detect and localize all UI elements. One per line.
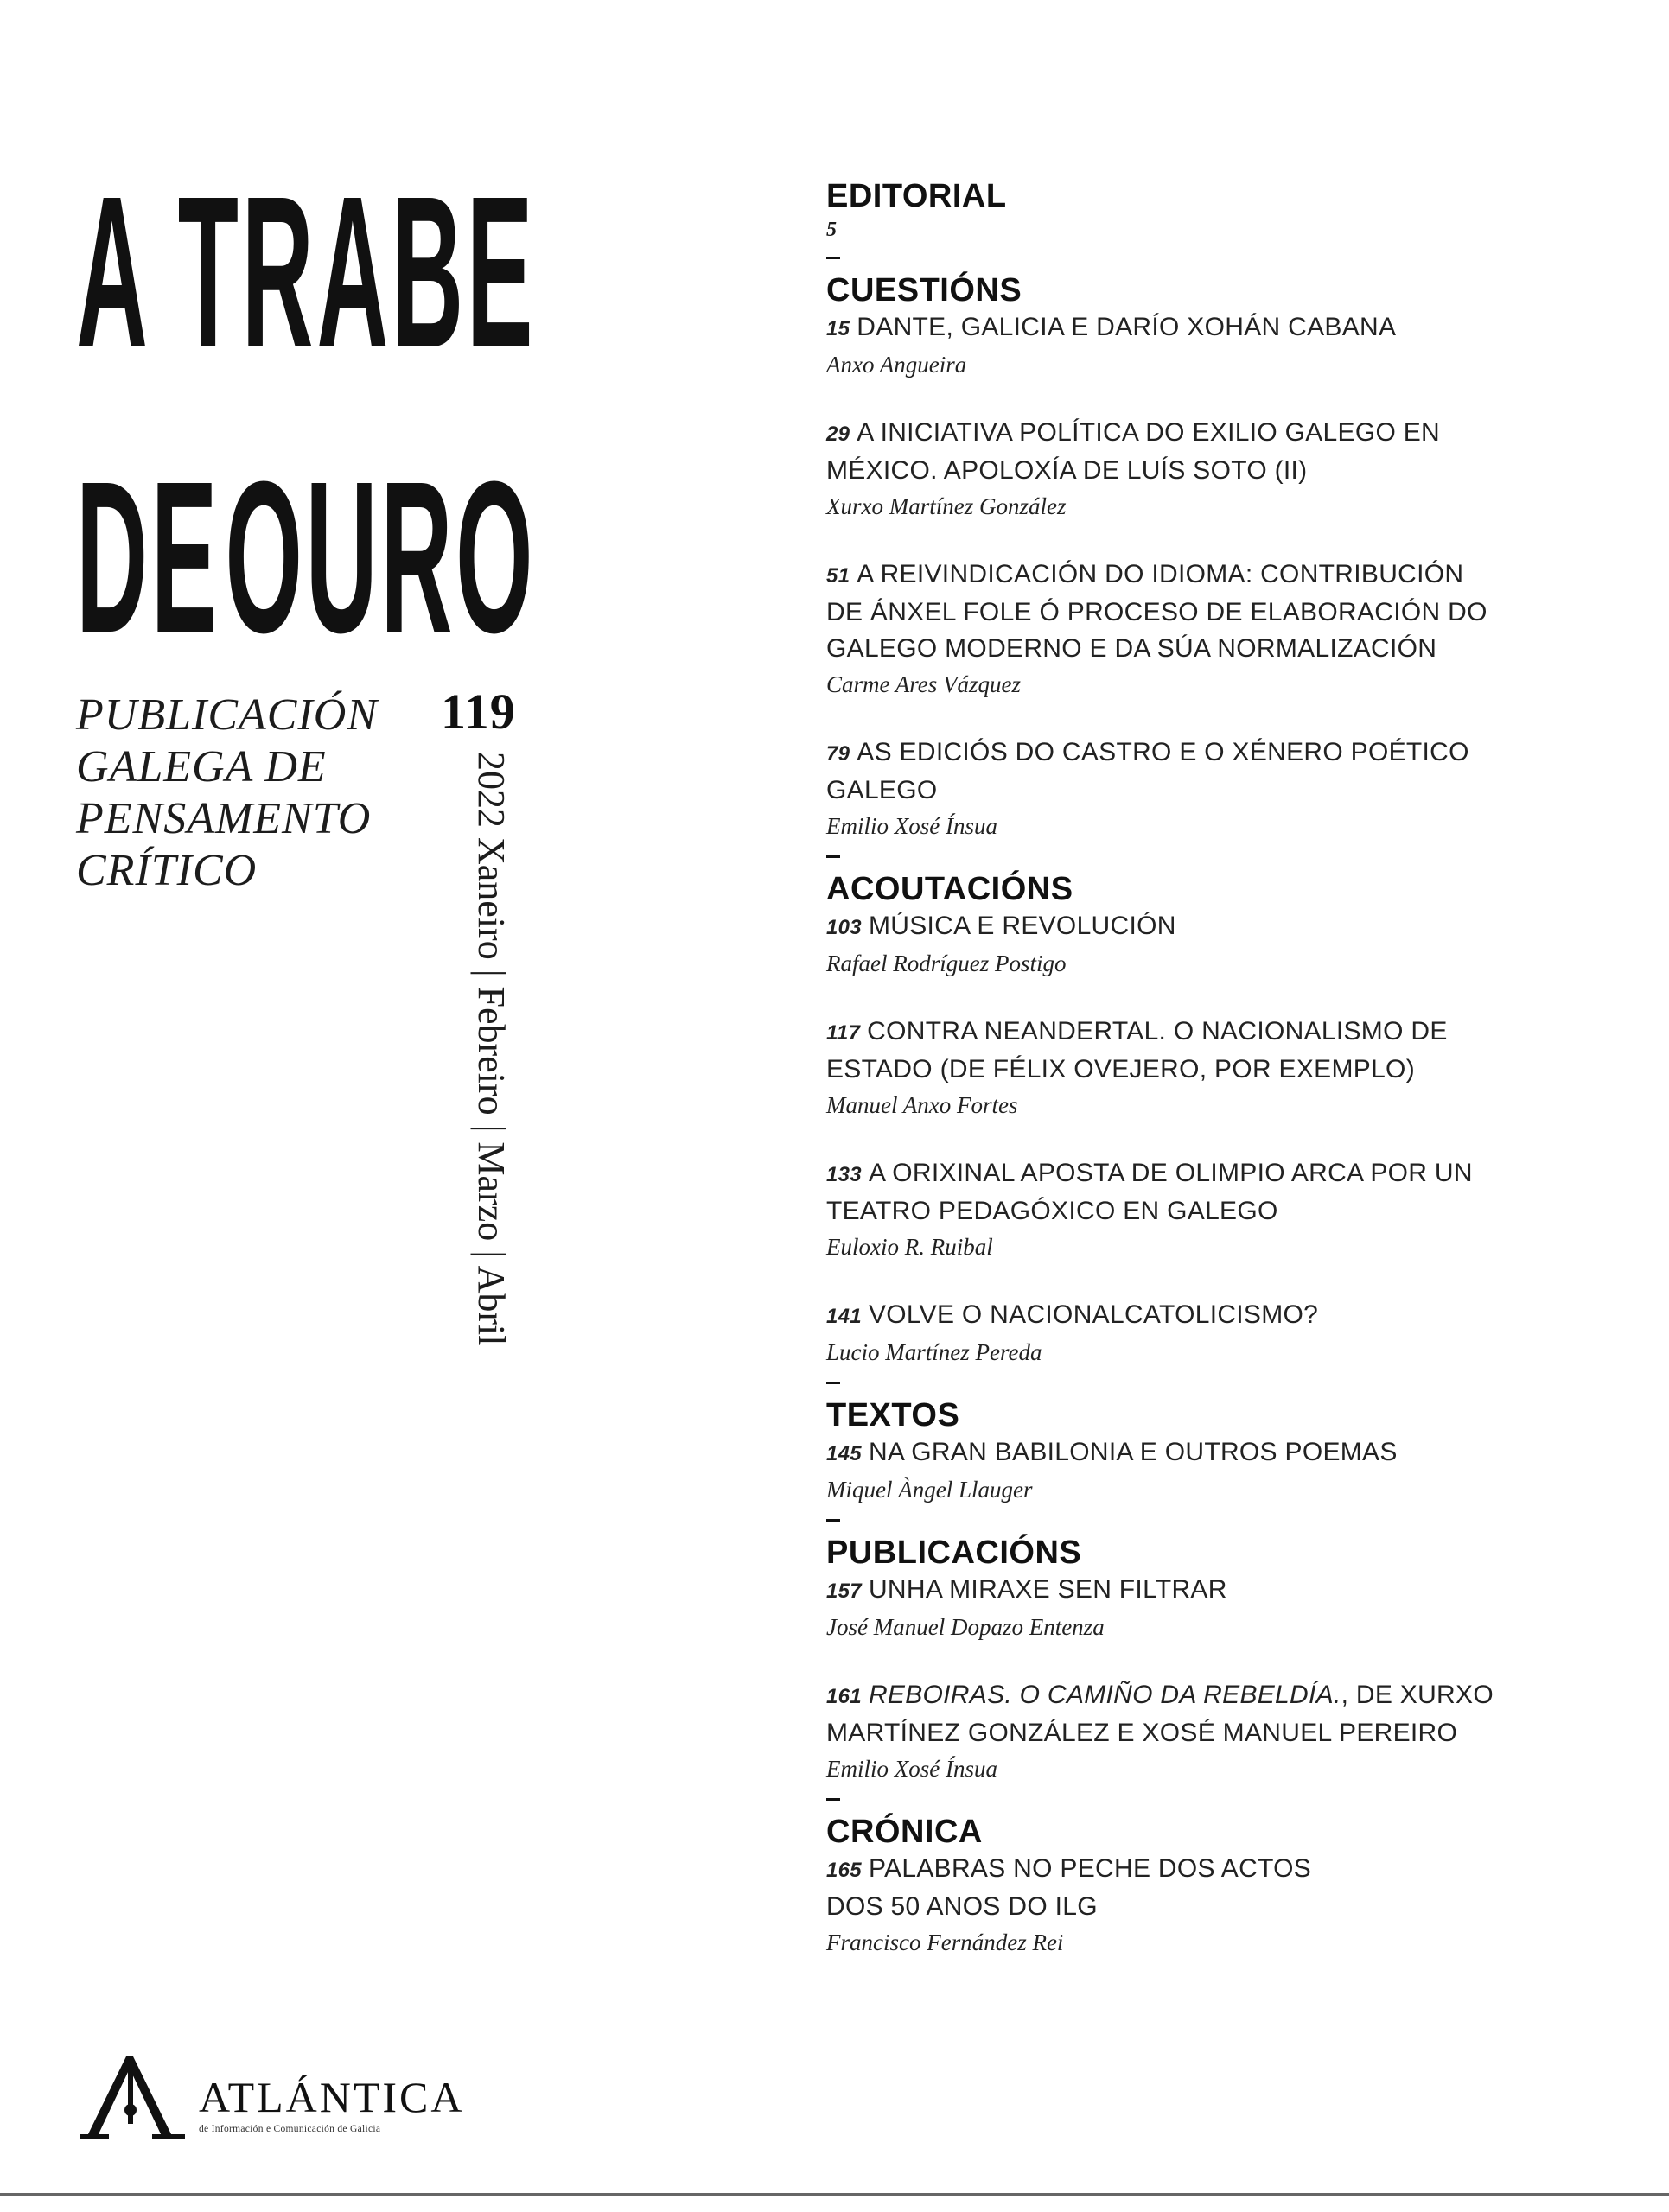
page-number: 51: [826, 564, 850, 588]
entry-title-text: , DE XURXO MARTÍNEZ GONZÁLEZ E XOSÉ MANUEL PEREIRO: [826, 1681, 1494, 1747]
toc-entry[interactable]: [826, 1677, 1604, 1786]
subtitle-line: PUBLICACIÓN: [76, 690, 378, 740]
issue-date: [467, 752, 515, 1345]
entry-title-text: VOLVE O NACIONALCATOLICISMO?: [868, 1300, 1319, 1329]
page-number: 5: [826, 219, 837, 241]
subtitle-line: CRÍTICO: [76, 846, 258, 895]
section-textos: [826, 1396, 1604, 1522]
page-number: 161: [826, 1685, 862, 1708]
entry-title-text: A REIVINDICACIÓN DO IDIOMA: CONTRIBUCIÓN DE ÁNXEL FOLE Ó PROCESO DE ELABORACIÓN DO GALEGO MODERNO E DA SÚA NORMALIZACIÓN: [826, 560, 1487, 663]
subtitle-line: GALEGA DE: [76, 742, 327, 791]
entry-author: Emilio Xosé Ínsua: [826, 1756, 997, 1782]
masthead-word: DE: [76, 436, 221, 677]
page-number: 145: [826, 1442, 862, 1465]
page-number: 141: [826, 1305, 862, 1328]
entry-title: [826, 1572, 1604, 1610]
toc-entry[interactable]: [826, 908, 1604, 981]
entry-author: Euloxio R. Ruibal: [826, 1234, 993, 1260]
section-divider: [826, 257, 840, 259]
toc-entry[interactable]: [826, 734, 1604, 843]
entry-title: [826, 734, 1604, 809]
section-heading: TEXTOS: [826, 1397, 960, 1433]
publisher-logo: [76, 2048, 465, 2143]
page-number: 79: [826, 742, 850, 766]
section-heading: EDITORIAL: [826, 178, 1007, 214]
entry-author: José Manuel Dopazo Entenza: [826, 1614, 1105, 1640]
section-divider: [826, 1382, 840, 1384]
toc-entry[interactable]: [826, 1297, 1604, 1370]
masthead-title: [76, 121, 537, 677]
entry-title: [826, 908, 1604, 946]
section-divider: [826, 1519, 840, 1522]
entry-title-text: NA GRAN BABILONIA E OUTROS POEMAS: [868, 1438, 1398, 1466]
masthead-line-2: [76, 406, 537, 677]
entry-title-text: A ORIXINAL APOSTA DE OLIMPIO ARCA POR UN TEATRO PEDAGÓXICO EN GALEGO: [826, 1159, 1473, 1225]
entry-title-text: PALABRAS NO PECHE DOS ACTOS DOS 50 ANOS DO ILG: [826, 1854, 1312, 1921]
page-number: 157: [826, 1580, 862, 1603]
entry-author: Rafael Rodríguez Postigo: [826, 950, 1067, 976]
section-heading: ACOUTACIÓNS: [826, 871, 1073, 907]
section-publicacions: [826, 1534, 1604, 1801]
entry-author: Emilio Xosé Ínsua: [826, 813, 997, 839]
entry-title: [826, 415, 1604, 489]
entry-title-text: CONTRA NEANDERTAL. O NACIONALISMO DE ESTADO (DE FÉLIX OVEJERO, POR EXEMPLO): [826, 1017, 1448, 1084]
toc-entry[interactable]: [826, 309, 1604, 382]
section-cuestions: [826, 271, 1604, 858]
masthead-word: A: [76, 151, 151, 392]
entry-title: [826, 1014, 1604, 1088]
page-number: 117: [826, 1021, 861, 1045]
entry-title-text: MÚSICA E REVOLUCIÓN: [868, 912, 1176, 940]
entry-title-text: A INICIATIVA POLÍTICA DO EXILIO GALEGO EN MÉXICO. APOLOXÍA DE LUÍS SOTO (II): [826, 418, 1441, 485]
issue-year: 2022: [470, 752, 513, 828]
page-number: 165: [826, 1859, 862, 1882]
section-cronica: [826, 1813, 1604, 1960]
entry-title-text: DANTE, GALICIA E DARÍO XOHÁN CABANA: [857, 313, 1397, 341]
entry-author: Francisco Fernández Rei: [826, 1929, 1064, 1955]
toc-entry[interactable]: [826, 1851, 1604, 1960]
entry-title: [826, 1297, 1604, 1335]
entry-title: [826, 1155, 1604, 1230]
toc-entry[interactable]: [826, 1434, 1604, 1507]
toc-entry[interactable]: [826, 556, 1604, 702]
toc-entry[interactable]: [826, 1572, 1604, 1644]
publisher-description: de Información e Comunicación de Galicia: [199, 2124, 381, 2134]
section-heading: PUBLICACIÓNS: [826, 1535, 1082, 1571]
entry-title: [826, 556, 1604, 667]
toc-entry[interactable]: [826, 1155, 1604, 1264]
entry-author: Anxo Angueira: [826, 352, 967, 378]
page-number: 15: [826, 317, 850, 340]
toc-entry[interactable]: [826, 415, 1604, 524]
masthead-word: TRABE: [177, 151, 537, 392]
entry-author: Manuel Anxo Fortes: [826, 1092, 1018, 1118]
entry-title-text: AS EDICIÓS DO CASTRO E O XÉNERO POÉTICO GALEGO: [826, 738, 1469, 804]
subtitle-line: PENSAMENTO: [76, 794, 372, 843]
table-of-contents: [826, 177, 1604, 1993]
page-number: 29: [826, 423, 850, 446]
bottom-rule: [0, 2193, 1669, 2196]
entry-title: [826, 309, 1604, 347]
section-divider: [826, 855, 840, 858]
publication-subtitle: [76, 690, 378, 897]
entry-author: Carme Ares Vázquez: [826, 671, 1021, 697]
page-number: 133: [826, 1163, 862, 1186]
entry-author: Xurxo Martínez González: [826, 493, 1067, 519]
masthead-line-1: [76, 121, 537, 392]
publisher-text: [199, 2075, 465, 2134]
entry-title: [826, 1677, 1604, 1751]
masthead-word: OURO: [225, 436, 537, 677]
entry-author: Lucio Martínez Pereda: [826, 1339, 1042, 1365]
toc-entry[interactable]: [826, 1014, 1604, 1122]
section-heading: CRÓNICA: [826, 1814, 983, 1850]
atlantica-a-icon: [76, 2048, 188, 2143]
page-number: 103: [826, 916, 862, 939]
entry-title: [826, 1851, 1604, 1925]
section-heading: CUESTIÓNS: [826, 272, 1022, 308]
publisher-name: ATLÁNTICA: [199, 2073, 465, 2121]
section-acoutacions: [826, 870, 1604, 1384]
book-title: REBOIRAS. O CAMIÑO DA REBELDÍA.: [868, 1681, 1341, 1709]
issue-number: 119: [441, 683, 516, 740]
entry-author: Miquel Àngel Llauger: [826, 1477, 1033, 1503]
entry-title-text: UNHA MIRAXE SEN FILTRAR: [868, 1575, 1227, 1604]
section-editorial: [826, 177, 1604, 259]
section-divider: [826, 1798, 840, 1801]
issue-months: Xaneiro | Febreiro | Marzo | Abril: [470, 837, 513, 1346]
entry-title: [826, 1434, 1604, 1472]
